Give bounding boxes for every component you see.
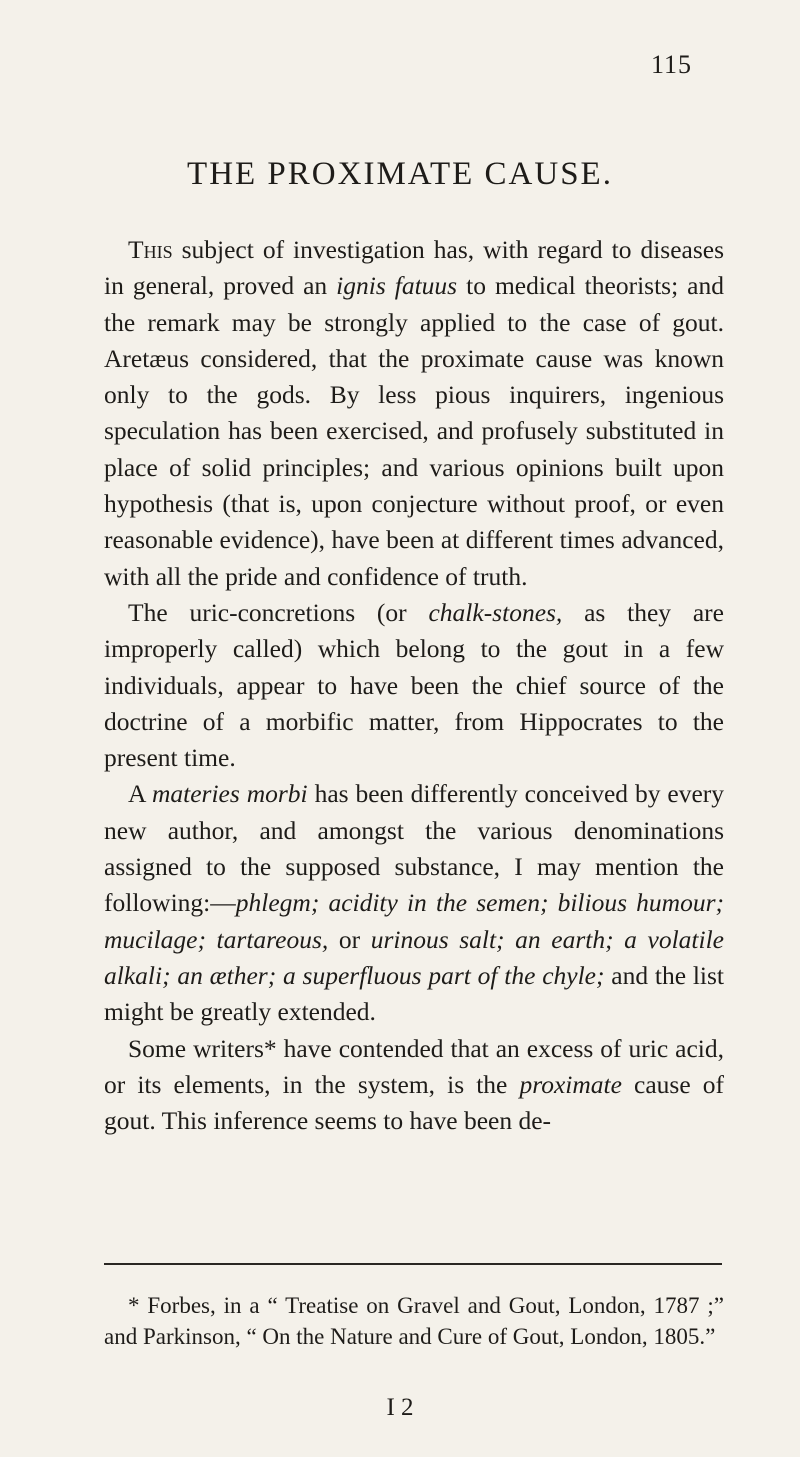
paragraph — [104, 595, 724, 776]
paragraph — [104, 776, 724, 1030]
text-segment: Some writers* have contended that an excess of uric acid, or its elements, in the system, is the — [104, 1033, 724, 1099]
signature-mark: I 2 — [386, 1394, 414, 1421]
text-segment: phlegm; acidity in the semen; bilious humour; mucilage; tartareous, — [104, 888, 724, 954]
text-segment: A — [128, 779, 152, 809]
text-segment: urinous salt; an earth; a volatile alkali; an æther; a superfluous part of the chyle; — [104, 924, 724, 990]
footnote-divider — [104, 1263, 722, 1265]
paragraph — [104, 1031, 724, 1140]
text-segment: ignis fatuus — [336, 271, 458, 301]
text-segment: has been differently conceived by every new author, and amongst the various denominations assigned to the supposed substance, I may mention the following:— — [104, 779, 724, 918]
text-segment: subject of investigation has, with regard to diseases in general, proved an — [104, 235, 724, 301]
text-segment: materies morbi — [151, 779, 308, 809]
footnote — [104, 1290, 724, 1352]
text-segment: proximate — [519, 1069, 622, 1099]
text-segment: cause of gout. This inference seems to have been de- — [104, 1069, 725, 1136]
text-segment: This — [128, 235, 173, 264]
chapter-title: THE PROXIMATE CAUSE. — [187, 156, 613, 192]
body-text — [104, 232, 724, 1139]
footnote-text: * Forbes, in a “ Treatise on Gravel and Gout, London, 1787 ;” and Parkinson, “ On the Nature and Cure of Gout, London, 1805.” — [104, 1293, 724, 1349]
page-number: 115 — [650, 50, 692, 79]
text-segment: chalk-stones, — [428, 597, 563, 627]
text-segment: The uric-concretions (or — [128, 597, 429, 627]
text-segment: as they are improperly called) which belong to the gout in a few individuals, appear to have been the chief source of the doctrine of a morbific matter, from Hippocrates to the present time. — [104, 597, 724, 773]
text-segment: or — [328, 924, 371, 954]
text-segment: and the list might be greatly extended. — [104, 960, 724, 1027]
paragraph — [104, 232, 724, 595]
text-segment: to medical theorists; and the remark may be strongly applied to the case of gout. Aretæus considered, that the proximate cause was known only to the gods. By less pious inquirers, ingenious speculation has been exercised, and profusely substituted in place of solid principles; and various opinions built upon hypothesis (that is, upon conjecture without proof, or even reasonable evidence), have been at different times advanced, with all the pride and confidence of truth. — [104, 271, 725, 591]
